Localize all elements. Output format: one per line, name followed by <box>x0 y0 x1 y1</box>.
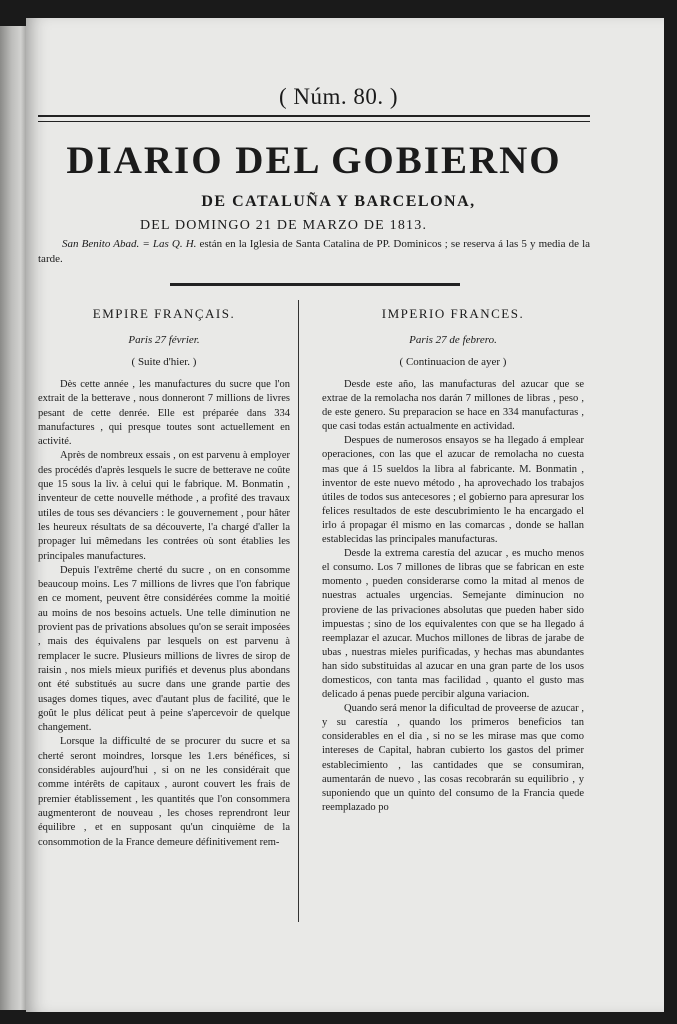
column-divider <box>298 300 299 922</box>
spanish-paragraph: Despues de numerosos ensayos se ha llegado á emplear operaciones, con las que el azucar de remolacha no cuesta mas que á 15 sueldos la libra al fabricante. M. Bonmatin , inventor de este nuevo método , ha aprovechado los trabajos útiles de todos sus antecesores ; el gobierno para apresurar los felices resultados de este descubrimiento le ha encargado el irlo á propagar él mismo en las comarcas , donde se hallan establecidas las principales manufacturas. <box>322 435 584 546</box>
issue-dateline: DEL DOMINGO 21 DE MARZO DE 1813. <box>140 218 428 233</box>
header-rule <box>38 115 590 122</box>
french-column <box>38 300 290 850</box>
french-continued: ( Suite d'hier. ) <box>131 356 197 368</box>
notice-saint: San Benito Abad. <box>62 238 140 250</box>
spanish-paragraph: Desde la extrema carestía del azucar , es mucho menos el consumo. Los 7 millones de libras que se fabrican en este momento , pueden considerarse como la mitad al menos de nuestras actuales urgencias. Semejante diminucion no proviene de las privaciones absolutas que pueden haber sido impuestas ; sino de los equivalentes con que se ha llegado á reemplazar el azucar. Muchos millones de libras de jarabe de ubas , nuestras mieles purificadas, y hechas mas abundantes han sido substituidas al azucar en una gran parte de los usos domesticos, con tanta mas facilidad , quanto el gusto mas delicado á penas puede percibir alguna variacion. <box>322 548 584 701</box>
french-paragraph: Après de nombreux essais , on est parvenu à employer des procédés d'après lesquels le sucre de betterave ne coûte que 15 sous la liv. à celui qui le fabrique. M. Bonmatin , inventeur de cette nouvelle méthode , a profité des travaux utiles de tous ses dévanciers : le gouvernement , pour hâter les heureux résultats de sa découverte, l'a chargé d'aller la propager lui mêmedans les contrées où sont établies les principales manufactures. <box>38 450 290 562</box>
spanish-paragraph: Quando será menor la dificultad de proveerse de azucar , y su carestía , quando los primeros beneficios tan considerables en el dia , si no se les mirase mas que como intereses de Capital, habran cubierto los gastos del primer establecimiento , las cantidades que se consumiran, aumentarán de nuevo , las cosas recobrarán su equilibrio , y suponiendo que un quinto del consumo de la Francia quede reemplazado po <box>322 703 584 813</box>
religious-notice <box>38 237 590 267</box>
french-paragraph: Lorsque la difficulté de se procurer du sucre et sa cherté seront moindres, lorsque les 1.ers bénéfices, si considérables aujourd'hui , si on ne les considérait que comme intérêts de capitaux , auront couvert les frais de premier établissement , les quantités que l'on consommera augmenteront de nouveau , les choses reprendront leur équilibre , et en supposant qu'un cinquième de la consommotion de la France demeure définitivement rem- <box>38 736 290 848</box>
french-paragraph: Depuis l'extrême cherté du sucre , on en consomme beaucoup moins. Les 7 millions de livres que l'on fabrique en ce moment, peuvent être considérées comme la moitié au moins de nos besoins actuels. Une telle diminution ne provient pas de privations absolues qu'on se serait imposées , mais des équivalens par lesquels on est parvenu à remplacer le sucre. Plusieurs millions de livres de sirop de raisin , nos miels mieux purifiés et devenus plus abondans ont été substitués au sucre dans une grande partie des usages domes tiques, avec d'autant plus de facilité, que le goût le plus délicat peut à peine s'apercevoir de quelque changement. <box>38 564 290 734</box>
french-dateline: Paris 27 février. <box>128 334 200 346</box>
section-rule <box>170 283 460 286</box>
adjacent-page-edge <box>0 26 26 1010</box>
spanish-column <box>322 300 584 815</box>
issue-number: ( Núm. 80. ) <box>278 84 399 109</box>
french-heading: EMPIRE FRANÇAIS. <box>92 306 236 321</box>
notice-prayer: = Las Q. H. <box>142 238 197 250</box>
masthead-subtitle: DE CATALUÑA Y BARCELONA, <box>201 193 476 210</box>
spanish-dateline: Paris 27 de febrero. <box>409 334 497 346</box>
notice-text: están en la Iglesia de Santa Catalina de PP. Dominicos ; se reserva á las 5 y media de la tarde. <box>38 238 591 265</box>
masthead-title: DIARIO DEL GOBIERNO <box>66 139 562 182</box>
french-paragraph: Dès cette année , les manufactures du sucre que l'on extrait de la betterave , nous donneront 7 millions de livres pesant de cette denrée. Elle est préparée dans 334 manufactures , qui presque toutes sont actuellement en activité. <box>38 379 290 448</box>
spanish-paragraph: Desde este año, las manufacturas del azucar que se extrae de la remolacha nos darán 7 millones de libras , peso , de este genero. Su preparacion se hace en 334 manufacturas , que casi todas están actualmente en actividad. <box>322 379 584 433</box>
spanish-continued: ( Continuacion de ayer ) <box>399 356 507 368</box>
spanish-heading: IMPERIO FRANCES. <box>381 306 525 321</box>
